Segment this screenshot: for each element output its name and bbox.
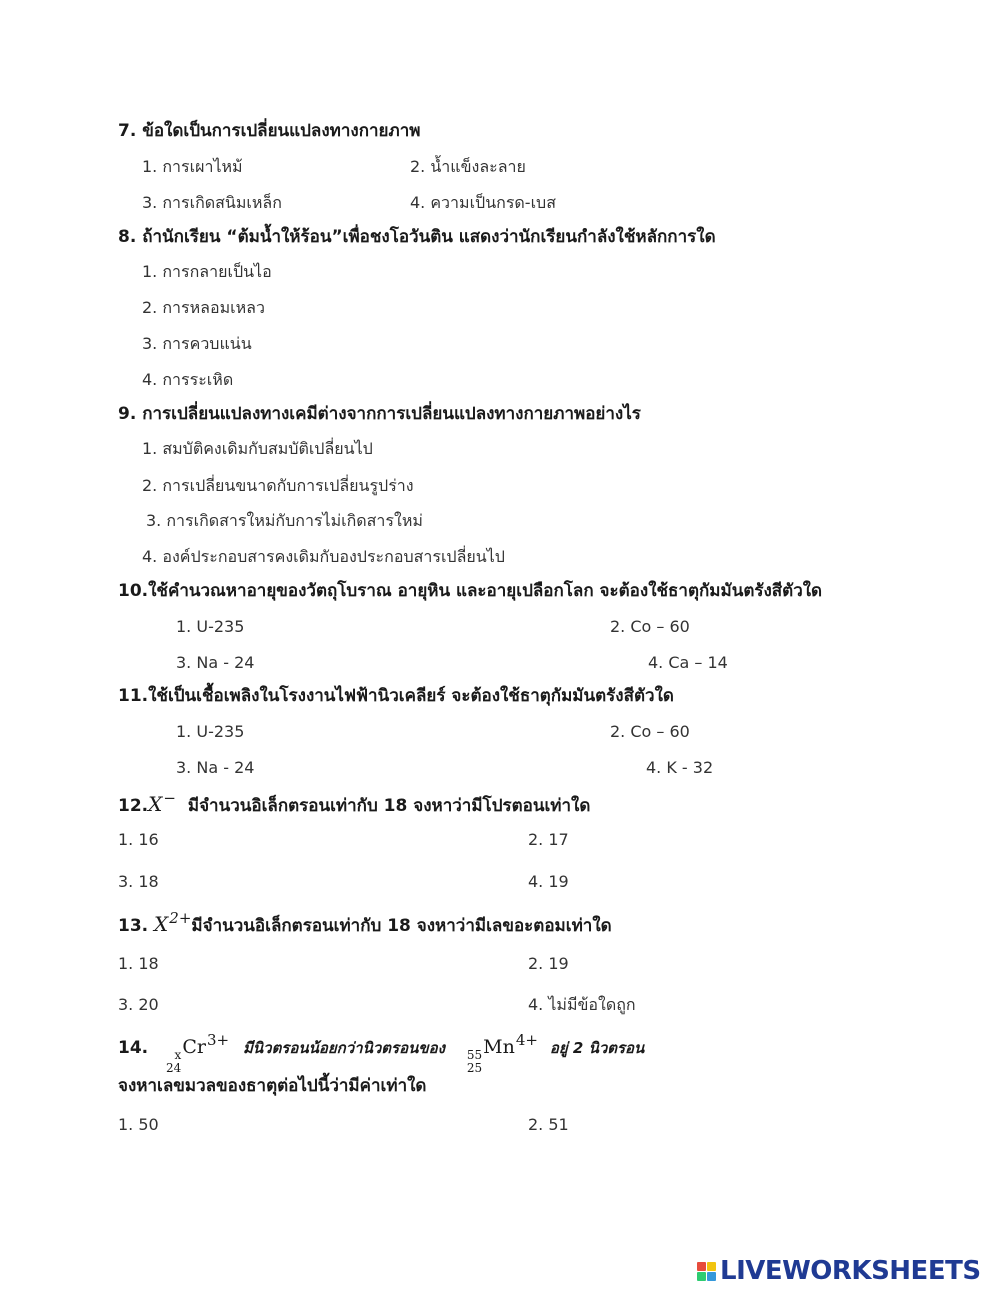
q7-option-1[interactable]: 1. การเผาไหม้ [142, 157, 243, 176]
question-9: 9. การเปลี่ยนแปลงทางเคมีต่างจากการเปลี่ยนแปลงทางกายภาพอย่างไร [118, 404, 641, 424]
q9-option-1[interactable]: 1. สมบัติคงเดิมกับสมบัติเปลี่ยนไป [142, 439, 373, 458]
question-14 [118, 1031, 645, 1075]
logo-square-2 [707, 1262, 716, 1271]
logo-square-1 [697, 1262, 706, 1271]
q8-option-1[interactable]: 1. การกลายเป็นไอ [142, 262, 272, 281]
q12-number: 12. [118, 796, 149, 816]
q11-option-1[interactable]: 1. U-235 [176, 722, 245, 741]
question-8: 8. ถ้านักเรียน “ต้มน้ำให้ร้อน”เพื่อชงโอวันติน แสดงว่านักเรียนกำลังใช้หลักการใด [118, 227, 716, 247]
q13-option-3[interactable]: 3. 20 [118, 995, 159, 1014]
q14-option-2[interactable]: 2. 51 [528, 1115, 569, 1134]
q13-number: 13. [118, 916, 149, 936]
mn-mass-number: 55 [466, 1048, 483, 1062]
q14-number: 14. [118, 1038, 149, 1058]
cr-symbol: Cr [182, 1036, 206, 1058]
q14-suffix-text: อยู่ 2 นิวตรอน [549, 1039, 645, 1057]
q12-option-1[interactable]: 1. 16 [118, 830, 159, 849]
q7-option-2[interactable]: 2. น้ำแข็งละลาย [410, 157, 526, 176]
q13-option-2[interactable]: 2. 19 [528, 954, 569, 973]
liveworksheets-logo [697, 1257, 981, 1285]
q8-option-2[interactable]: 2. การหลอมเหลว [142, 298, 265, 317]
q9-option-3[interactable]: 3. การเกิดสารใหม่กับการไม่เกิดสารใหม่ [146, 511, 423, 530]
q14-question-line2: จงหาเลขมวลของธาตุต่อไปนี้ว่ามีค่าเท่าใด [118, 1076, 427, 1096]
q11-option-4[interactable]: 4. K - 32 [646, 758, 714, 777]
q9-option-2[interactable]: 2. การเปลี่ยนขนาดกับการเปลี่ยนรูปร่าง [142, 476, 414, 495]
q10-option-2[interactable]: 2. Co – 60 [610, 617, 690, 636]
cr-charge: 3+ [206, 1031, 230, 1049]
logo-square-4 [707, 1272, 716, 1281]
q14-option-1[interactable]: 1. 50 [118, 1115, 159, 1134]
q11-option-3[interactable]: 3. Na - 24 [176, 758, 255, 777]
question-12 [118, 789, 591, 816]
q7-option-4[interactable]: 4. ความเป็นกรด-เบส [410, 193, 556, 212]
mn-atomic-number: 25 [466, 1060, 483, 1075]
q7-option-3[interactable]: 3. การเกิดสนิมเหล็ก [142, 193, 282, 212]
logo-square-3 [697, 1272, 706, 1281]
q12-text: มีจำนวนอิเล็กตรอนเท่ากับ 18 จงหาว่ามีโปรตอนเท่าใด [187, 796, 591, 816]
q14-middle-text: มีนิวตรอนน้อยกว่านิวตรอนของ [243, 1039, 445, 1057]
q12-option-4[interactable]: 4. 19 [528, 872, 569, 891]
mn-symbol: Mn [483, 1036, 515, 1058]
q12-option-3[interactable]: 3. 18 [118, 872, 159, 891]
q12-option-2[interactable]: 2. 17 [528, 830, 569, 849]
q13-text: มีจำนวนอิเล็กตรอนเท่ากับ 18 จงหาว่ามีเลขอะตอมเท่าใด [191, 916, 612, 936]
question-11: 11.ใช้เป็นเชื้อเพลิงในโรงงานไฟฟ้านิวเคลียร์ จะต้องใช้ธาตุกัมมันตรังสีตัวใด [118, 686, 674, 706]
question-10: 10.ใช้คำนวณหาอายุของวัตถุโบราณ อายุหิน และอายุเปลือกโลก จะต้องใช้ธาตุกัมมันตรังสีตัวใด [118, 581, 823, 601]
q10-option-4[interactable]: 4. Ca – 14 [648, 653, 728, 672]
cr-atomic-number: 24 [166, 1060, 182, 1075]
cr-mass-number: x [174, 1048, 182, 1062]
q13-ion-symbol: X [154, 912, 169, 936]
q13-ion-charge: 2+ [169, 909, 192, 927]
q10-option-1[interactable]: 1. U-235 [176, 617, 245, 636]
mn-charge: 4+ [515, 1031, 538, 1049]
q12-ion-symbol: X [148, 792, 163, 816]
question-13 [118, 909, 612, 936]
q12-ion-charge: − [163, 789, 176, 807]
q10-option-3[interactable]: 3. Na - 24 [176, 653, 255, 672]
logo-grid-icon [697, 1262, 716, 1281]
q13-option-1[interactable]: 1. 18 [118, 954, 159, 973]
q11-option-2[interactable]: 2. Co – 60 [610, 722, 690, 741]
question-7: 7. ข้อใดเป็นการเปลี่ยนแปลงทางกายภาพ [118, 121, 421, 141]
q14-manganese-nuclide [466, 1031, 538, 1075]
q14-chromium-nuclide [166, 1031, 230, 1075]
q13-option-4[interactable]: 4. ไม่มีข้อใดถูก [528, 995, 636, 1014]
q8-option-3[interactable]: 3. การควบแน่น [142, 334, 252, 353]
q8-option-4[interactable]: 4. การระเหิด [142, 370, 234, 389]
logo-text: LIVEWORKSHEETS [720, 1256, 981, 1286]
q9-option-4[interactable]: 4. องค์ประกอบสารคงเดิมกับองประกอบสารเปลี่ยนไป [142, 547, 505, 566]
